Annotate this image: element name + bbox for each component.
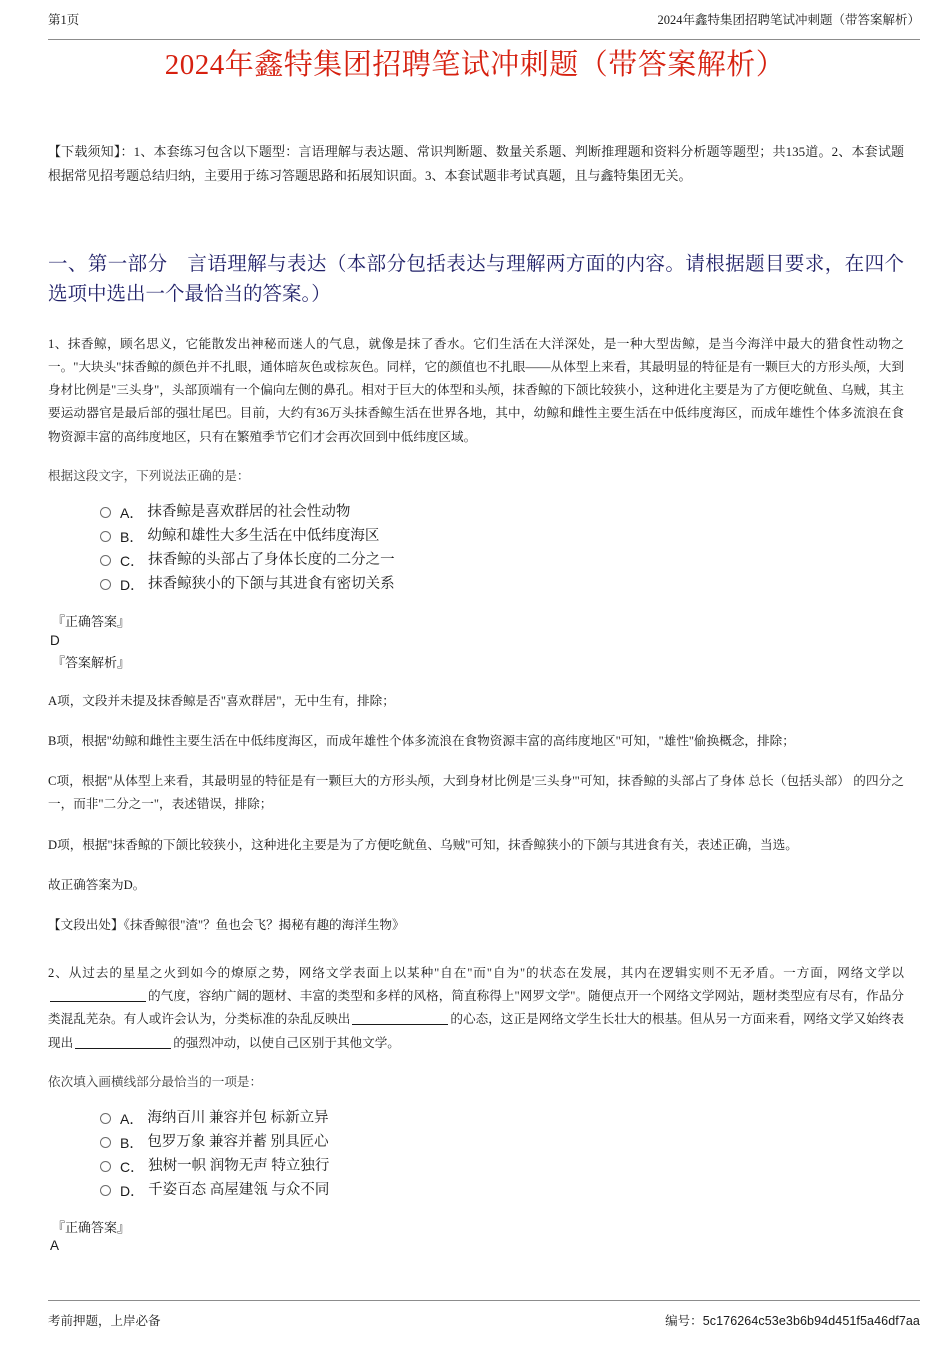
explanation-conclusion: 故正确答案为D。: [48, 878, 146, 893]
question-1-answer-label: 『正确答案』: [52, 613, 131, 629]
fill-blank-underline: [50, 1001, 146, 1002]
section-heading: 一、第一部分 言语理解与表达（本部分包括表达与理解两方面的内容。请根据题目要求，在四个选项中选出一个最恰当的答案。）: [48, 254, 904, 306]
option-row[interactable]: [100, 501, 904, 525]
option-letter: A．: [120, 1110, 144, 1127]
question-2-stem-part-4: 的强烈冲动，以使自己区别于其他文学。: [173, 1035, 400, 1050]
radio-button-icon[interactable]: [100, 579, 111, 590]
page-running-footer: [48, 1300, 920, 1329]
option-label: 幼鲸和雄性大多生活在中低纬度海区: [147, 528, 380, 545]
option-label: 独树一帜 润物无声 特立独行: [148, 1158, 330, 1175]
option-label: 抹香鲸狭小的下颌与其进食有密切关系: [148, 576, 395, 593]
running-title: 2024年鑫特集团招聘笔试冲刺题（带答案解析）: [657, 13, 920, 27]
page-number-label: 第1页: [48, 13, 80, 27]
question-2-stem: [48, 962, 904, 1055]
question-2-answer-value: A: [50, 1238, 60, 1254]
radio-button-icon[interactable]: [100, 1161, 111, 1172]
explanation-paragraph: B项，根据"幼鲸和雌性主要生活在中低纬度海区，而成年雄性个体多流浪在食物资源丰富的高纬度地区"可知，"雄性"偷换概念，排除；: [48, 733, 795, 748]
option-row[interactable]: [100, 1179, 904, 1203]
fill-blank-underline: [75, 1048, 171, 1049]
document-body: [48, 140, 904, 1256]
page-running-header: [48, 14, 920, 40]
option-label: 包罗万象 兼容并蓄 别具匠心: [147, 1134, 329, 1151]
option-letter: D．: [120, 576, 145, 593]
question-2-options: [100, 1107, 904, 1203]
option-row[interactable]: [100, 573, 904, 597]
option-label: 抹香鲸是喜欢群居的社会性动物: [147, 504, 351, 521]
option-letter: C．: [120, 1158, 145, 1175]
question-2: [48, 962, 904, 1256]
option-label: 抹香鲸的头部占了身体长度的二分之一: [148, 552, 395, 569]
download-notice: 【下载须知】：1、本套练习包含以下题型：言语理解与表达题、常识判断题、数量关系题、判断推理题和资料分析题等题型；共135道。2、本套试题根据常见招考题总结归纳，主要用于练习答题思路和拓展知识面。3、本套试题非考试真题，且与鑫特集团无关。: [48, 144, 904, 184]
question-1-options: [100, 501, 904, 597]
radio-button-icon[interactable]: [100, 555, 111, 566]
footer-code: [665, 1311, 920, 1329]
option-row[interactable]: [100, 549, 904, 573]
question-2-stem-part-2: 的气度，容纳广阔的题材、丰富的类型和多样的风格，简直称得上"网罗文学"。随便点开一个网络文学网站，题材类型应有尽有，作品分类混乱芜杂。有人或许会认为，分类标准的杂乱反映出: [48, 988, 904, 1027]
option-row[interactable]: [100, 1107, 904, 1131]
option-row[interactable]: [100, 1131, 904, 1155]
option-letter: D．: [120, 1182, 145, 1199]
question-1-stem: 1、抹香鲸，顾名思义，它能散发出神秘而迷人的气息，就像是抹了香水。它们生活在大洋深处，是一种大型齿鲸，是当今海洋中最大的猎食性动物之一。"大块头"抹香鲸的颜色并不扎眼，通体暗灰色或棕灰色。同样，它的颜值也不扎眼——从体型上来看，其最明显的特征是有一颗巨大的方形头颅，大到身材比例是"三头身"，头部顶端有一个偏向左侧的鼻孔。相对于巨大的体型和头颅，抹香鲸的下颌比较狭小，这种进化主要是为了方便吃鱿鱼、乌贼，其主要运动器官是最后部的强壮尾巴。目前，大约有36万头抹香鲸生活在世界各地，其中，幼鲸和雌性主要生活在中低纬度海区，而成年雄性个体多流浪在食物资源丰富的高纬度地区，只有在繁殖季节它们才会再次回到中低纬度区域。: [48, 336, 904, 444]
option-letter: A．: [120, 504, 144, 521]
option-label: 千姿百态 高屋建瓴 与众不同: [148, 1182, 330, 1199]
question-2-stem-part-3: 的心态，这正是网络文学生长壮大的根基。但从另一方面来看，网络文学又始终表现出: [48, 1012, 905, 1050]
option-row[interactable]: [100, 525, 904, 549]
question-2-answer-label: 『正确答案』: [52, 1219, 131, 1235]
question-1-prompt: 根据这段文字，下列说法正确的是：: [48, 469, 250, 484]
option-letter: C．: [120, 552, 145, 569]
footer-slogan: 考前押题，上岸必备: [48, 1314, 161, 1328]
radio-button-icon[interactable]: [100, 507, 111, 518]
fill-blank-underline: [352, 1024, 448, 1025]
option-row[interactable]: [100, 1155, 904, 1179]
option-letter: B．: [120, 528, 144, 545]
question-1-explanation-label: 『答案解析』: [52, 654, 131, 670]
radio-button-icon[interactable]: [100, 1113, 111, 1124]
explanation-paragraph: C项，根据"从体型上来看，其最明显的特征是有一颗巨大的方形头颅，大到身材比例是'三头身'"可知，抹香鲸的头部占了身体 总长（包括头部） 的四分之一，而非"二分之一"，表述错误，排除；: [48, 774, 904, 812]
question-2-prompt: 依次填入画横线部分最恰当的一项是：: [48, 1074, 263, 1089]
footer-code-label: 编号：: [665, 1314, 703, 1328]
question-1: [48, 333, 904, 938]
explanation-paragraph: D项，根据"抹香鲸的下颌比较狭小，这种进化主要是为了方便吃鱿鱼、乌贼"可知，抹香鲸狭小的下颌与其进食有关，表述正确，当选。: [48, 837, 798, 852]
footer-code-value: 5c176264c53e3b6b94d451f5a46df7aa: [702, 1314, 920, 1328]
option-letter: B．: [120, 1134, 144, 1151]
explanation-paragraph: A项，文段并未提及抹香鲸是否"喜欢群居"，无中生有，排除；: [48, 693, 395, 708]
radio-button-icon[interactable]: [100, 1137, 111, 1148]
radio-button-icon[interactable]: [100, 531, 111, 542]
question-1-source: 【文段出处】《抹香鲸很"渣"？鱼也会飞？揭秘有趣的海洋生物》: [48, 918, 405, 933]
question-2-stem-part-1: 2、从过去的星星之火到如今的燎原之势，网络文学表面上以某种"自在"而"自为"的状态在发展，其内在逻辑实则不无矛盾。一方面，网络文学以: [48, 965, 904, 980]
radio-button-icon[interactable]: [100, 1185, 111, 1196]
document-title: 2024年鑫特集团招聘笔试冲刺题（带答案解析）: [164, 49, 786, 81]
option-label: 海纳百川 兼容并包 标新立异: [147, 1110, 329, 1127]
question-1-answer-value: D: [50, 632, 60, 648]
